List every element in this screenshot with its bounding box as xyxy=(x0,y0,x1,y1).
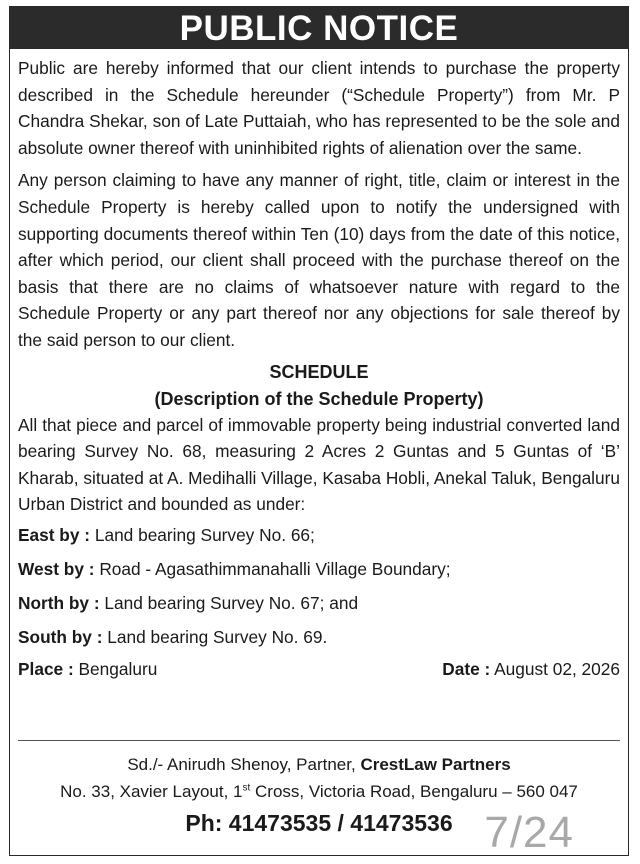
date-value: August 02, 2026 xyxy=(494,658,620,679)
boundary-north xyxy=(18,586,620,620)
date xyxy=(442,654,620,684)
place-label: Place : xyxy=(18,658,74,679)
phone-number: Ph: 41473535 / 41473536 xyxy=(185,810,453,836)
boundary-east xyxy=(18,518,620,552)
address-sup: st xyxy=(242,782,251,794)
address-part2: Cross, Victoria Road, Bengaluru – 560 047 xyxy=(250,782,578,801)
place xyxy=(18,654,157,684)
address-part1: No. 33, Xavier Layout, 1 xyxy=(60,782,243,801)
notice-title: PUBLIC NOTICE xyxy=(10,7,628,49)
place-date-row xyxy=(18,654,620,684)
intro-paragraph: Public are hereby informed that our client intends to purchase the property described in the Schedule hereunder (“Schedule Property”) from Mr. P Chandra Shekar, son of Late Puttaiah, who has represented to be the sole and absolute owner thereof with uninhibited rights of alienation over the same. xyxy=(18,58,620,158)
schedule-description: All that piece and parcel of immovable property being industrial converted land bearing Survey No. 68, measuring 2 Acres 2 Guntas and 5 Guntas of ‘B’ Kharab, situated at A. Medihalli Village, Kasaba Hobli, Anekal Taluk, Bengaluru Urban District and bounded as under: xyxy=(18,414,620,515)
boundary-label: West by : xyxy=(18,558,95,579)
boundary-value: Road - Agasathimmanahalli Village Boundary; xyxy=(99,558,451,579)
boundary-label: East by : xyxy=(18,524,91,545)
boundary-west xyxy=(18,552,620,586)
notice-frame xyxy=(9,6,629,856)
boundary-south xyxy=(18,620,620,654)
signature-line xyxy=(10,751,628,778)
boundary-value: Land bearing Survey No. 69. xyxy=(107,626,328,647)
page-number: 7/24 xyxy=(484,808,574,857)
footer-divider xyxy=(18,740,620,741)
schedule-heading: SCHEDULE xyxy=(269,361,369,382)
place-value: Bengaluru xyxy=(78,658,158,679)
schedule-subheading: (Description of the Schedule Property) xyxy=(154,388,484,409)
boundary-value: Land bearing Survey No. 66; xyxy=(94,524,315,545)
claims-paragraph: Any person claiming to have any manner of right, title, claim or interest in the Schedule Property is hereby called upon to notify the undersigned with supporting documents thereof within Ten (10) days from the date of this notice, after which period, our client shall proceed with the purchase thereof on the basis that there are no claims of whatsoever nature with regard to the Schedule Property or any part thereof nor any objections for sale thereof by the said person to our client. xyxy=(18,170,620,350)
boundary-label: South by : xyxy=(18,626,103,647)
address-line xyxy=(10,778,628,805)
signature-prefix: Sd./- Anirudh Shenoy, Partner, xyxy=(127,755,356,774)
notice-body xyxy=(18,55,620,684)
firm-name: CrestLaw Partners xyxy=(360,755,511,774)
date-label: Date : xyxy=(442,658,491,679)
boundary-label: North by : xyxy=(18,592,100,613)
boundary-value: Land bearing Survey No. 67; and xyxy=(104,592,359,613)
